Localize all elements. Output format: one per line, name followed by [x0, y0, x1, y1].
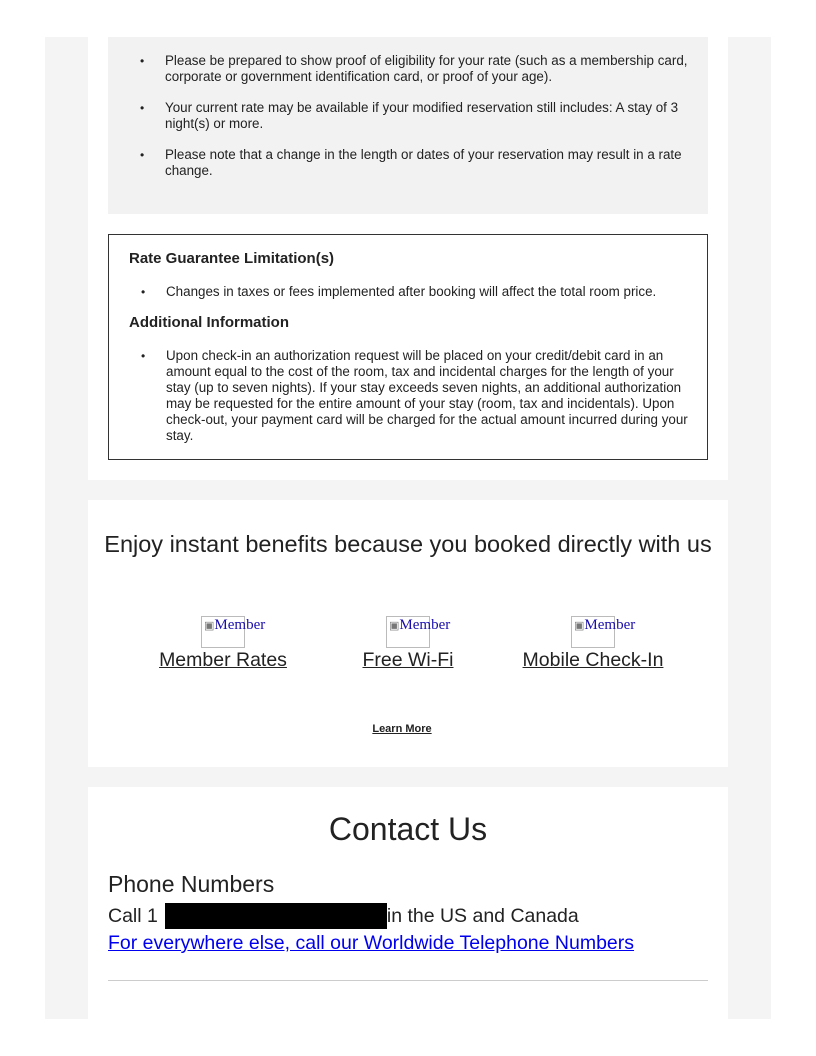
- list-item: • Upon check-in an authorization request will be placed on your credit/debit card in an amount equal to the cost of the room, tax and incidental charges for the length of your stay (up to seven nights). If your stay exceeds seven nights, an additional authorization may be requested for the entire amount of your stay (room, tax and incidentals). Upon check-out, your payment card will be charged for the actual amount incurred during your stay.: [109, 348, 699, 444]
- image-alt-text: Member: [399, 617, 451, 633]
- rate-guarantee-box: [108, 234, 708, 460]
- call-prefix: Call 1: [108, 905, 158, 927]
- list-item: • Your current rate may be available if your modified reservation still includes: A stay of 3 night(s) or more.: [108, 100, 688, 132]
- additional-info-heading: Additional Information: [129, 314, 289, 331]
- benefit-link[interactable]: Member Rates: [159, 649, 287, 671]
- rate-guarantee-heading: Rate Guarantee Limitation(s): [129, 250, 335, 267]
- benefit-member-rates[interactable]: [133, 616, 313, 672]
- rate-notes-box: [108, 37, 708, 214]
- benefit-link[interactable]: Free Wi-Fi: [362, 649, 454, 671]
- contact-card: [88, 787, 728, 1019]
- rate-details-card: [88, 37, 728, 480]
- list-item: • Please be prepared to show proof of eligibility for your rate (such as a membership card, corporate or government identification card, or proof of your age).: [108, 53, 688, 85]
- rate-notes-list: [108, 53, 688, 194]
- list-item: • Please note that a change in the length or dates of your reservation may result in a rate change.: [108, 147, 688, 179]
- broken-image-icon[interactable]: ▣Member: [386, 616, 430, 648]
- image-alt-text: Member: [214, 617, 266, 633]
- benefit-mobile-check-in[interactable]: [503, 616, 683, 672]
- additional-info-list: [109, 348, 699, 444]
- benefits-title: Enjoy instant benefits because you booked directly with us: [104, 531, 712, 557]
- benefits-card: [88, 500, 728, 767]
- learn-more-link[interactable]: Learn More: [372, 723, 432, 735]
- benefit-link[interactable]: Mobile Check-In: [522, 649, 664, 671]
- call-line: [108, 903, 579, 929]
- broken-image-icon[interactable]: ▣Member: [201, 616, 245, 648]
- divider: [108, 980, 708, 981]
- rate-guarantee-list: [109, 284, 699, 300]
- email-background: [45, 37, 771, 1019]
- image-alt-text: Member: [584, 617, 636, 633]
- worldwide-phone-link[interactable]: For everywhere else, call our Worldwide Telephone Numbers: [108, 932, 635, 954]
- list-item: • Changes in taxes or fees implemented after booking will affect the total room price.: [109, 284, 699, 300]
- phone-numbers-heading: Phone Numbers: [108, 871, 275, 897]
- call-suffix: in the US and Canada: [386, 905, 579, 927]
- benefit-free-wifi[interactable]: [318, 616, 498, 672]
- contact-title: Contact Us: [328, 811, 488, 847]
- redacted-phone-number: [165, 903, 387, 929]
- broken-image-icon[interactable]: ▣Member: [571, 616, 615, 648]
